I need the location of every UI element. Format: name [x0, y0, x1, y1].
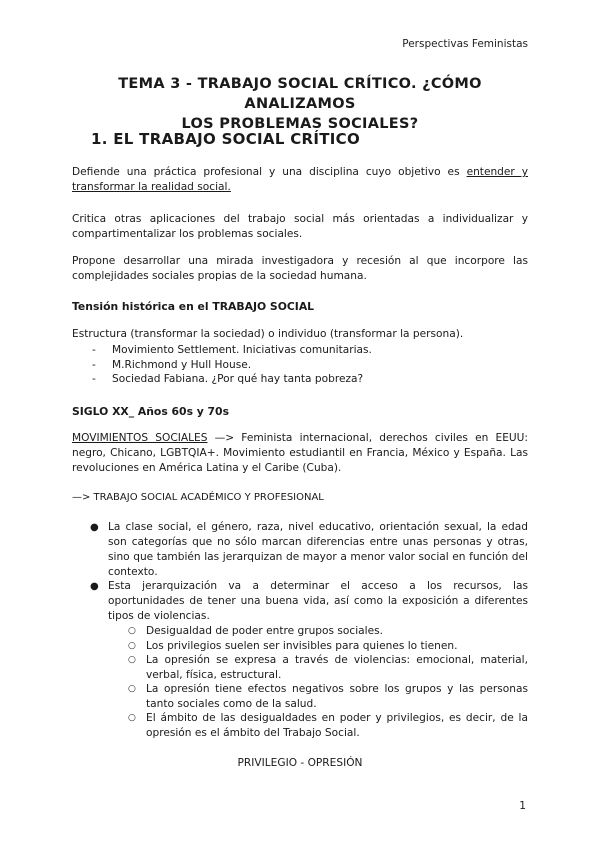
movements-text: —> Feminista internacional, derechos civiles en EEUU: negro, Chicano, LGBTQIA+. Movimiento estudiantil en Francia, México y España. Las revoluciones en América Latina y el Caribe (Cuba). — [72, 432, 528, 474]
title-line-1: TEMA 3 - TRABAJO SOCIAL CRÍTICO. ¿CÓMO ANALIZAMOS — [118, 76, 482, 112]
title-line-2: LOS PROBLEMAS SOCIALES? — [181, 116, 419, 132]
running-header: Perspectivas Feministas — [402, 38, 528, 50]
list-item: - Sociedad Fabiana. ¿Por qué hay tanta pobreza? — [72, 372, 528, 387]
bullet-dot-icon: ● — [90, 581, 99, 592]
circle-bullet-icon: ○ — [128, 640, 136, 651]
list-item: - M.Richmond y Hull House. — [72, 358, 528, 373]
privilege-oppression-label: PRIVILEGIO - OPRESIÓN — [237, 757, 363, 769]
movements-label: MOVIMIENTOS SOCIALES — [72, 432, 208, 444]
bullet-item: ● La clase social, el género, raza, nivel educativo, orientación sexual, la edad son categorías que no sólo marcan diferencias entre unas personas y otras, sino que también las jerarquizan de mayor a menor valor social en función del contexto. — [90, 521, 528, 578]
sub-bullet-list — [128, 624, 528, 740]
circle-bullet-icon: ○ — [128, 713, 136, 723]
bullet-dot-icon: ● — [90, 522, 99, 533]
objective-text: Defiende una práctica profesional y una disciplina cuyo objetivo es — [72, 166, 467, 178]
sub-list-item: ○ Los privilegios suelen ser invisibles para quienes lo tienen. — [128, 639, 458, 652]
list-item: - Movimiento Settlement. Iniciativas comunitarias. — [72, 343, 528, 358]
siglo-heading: SIGLO XX_ Años 60s y 70s — [72, 405, 229, 418]
paragraph-movements — [72, 431, 528, 476]
paragraph-proposal: Propone desarrollar una mirada investigadora y recesión al que incorpore las complejidades sociales propias de la sociedad humana. — [72, 255, 528, 282]
objective-underlined: entender y transformar la realidad social. — [72, 166, 528, 193]
tension-heading: Tensión histórica en el TRABAJO SOCIAL — [72, 300, 315, 313]
sub-list-item: ○ Desigualdad de poder entre grupos sociales. — [128, 625, 383, 637]
paragraph-critique: Critica otras aplicaciones del trabajo social más orientadas a individualizar y compartimentalizar los problemas sociales. — [72, 213, 528, 240]
circle-bullet-icon: ○ — [128, 655, 136, 665]
circle-bullet-icon: ○ — [128, 684, 136, 694]
section-heading: 1. EL TRABAJO SOCIAL CRÍTICO — [91, 130, 361, 148]
tension-intro: Estructura (transformar la sociedad) o individuo (transformar la persona). — [72, 328, 464, 340]
arrow-line: —> TRABAJO SOCIAL ACADÉMICO Y PROFESIONAL — [72, 492, 324, 503]
sub-list-item: ○ El ámbito de las desigualdades en poder y privilegios, es decir, de la opresión es el ámbito del Trabajo Social. — [128, 712, 528, 739]
sub-list-item: ○ La opresión se expresa a través de violencias: emocional, material, verbal, física, estructural. — [128, 654, 528, 681]
document-title — [60, 74, 540, 134]
circle-bullet-icon: ○ — [128, 626, 136, 636]
bullet-item: ● Esta jerarquización va a determinar el acceso a los recursos, las oportunidades de tener una buena vida, así como la exposición a diferentes tipos de violencias. — [90, 580, 528, 622]
page-number: 1 — [519, 800, 526, 812]
sub-list-item: ○ La opresión tiene efectos negativos sobre los grupos y las personas tanto sociales como de la salud. — [128, 683, 528, 710]
tension-list — [72, 343, 528, 387]
paragraph-objective — [72, 165, 528, 195]
